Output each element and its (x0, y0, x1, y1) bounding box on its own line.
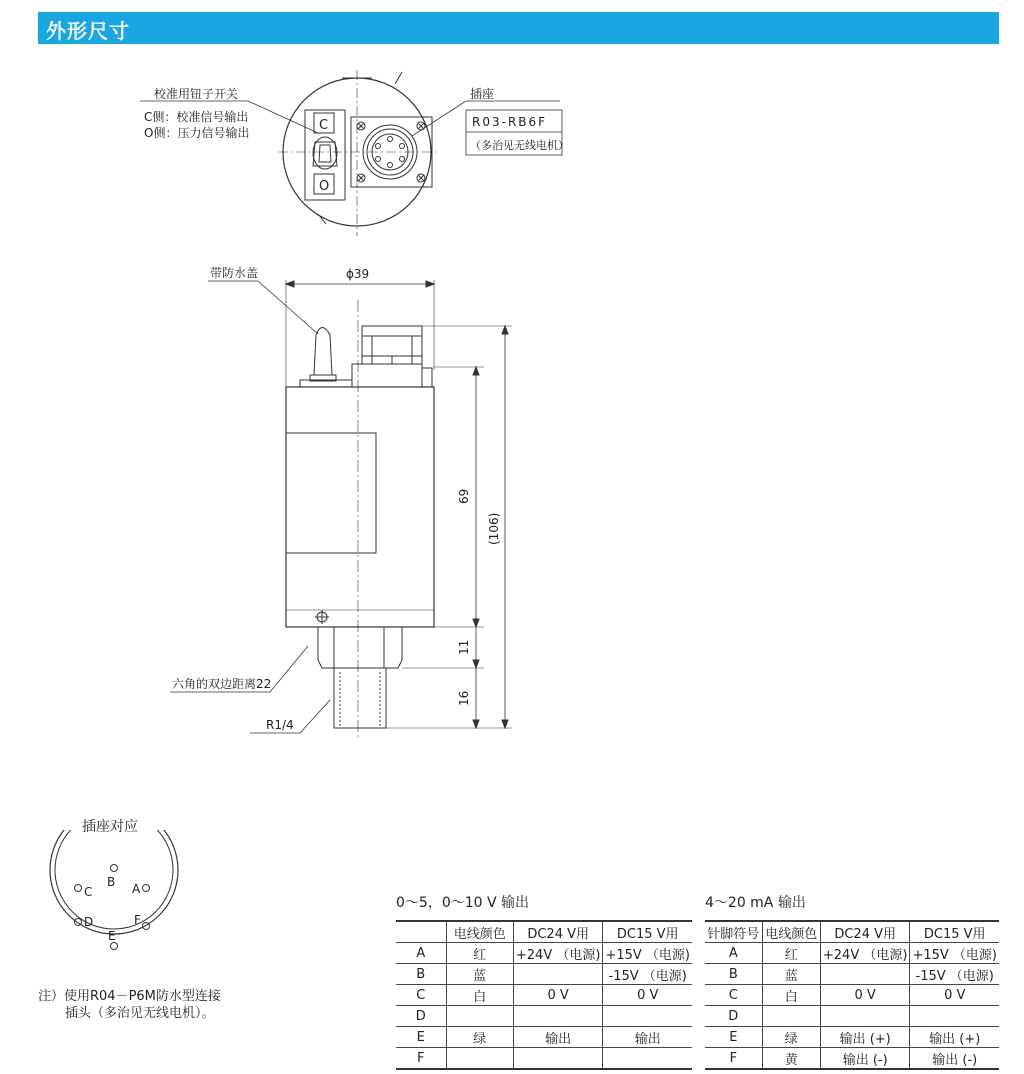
cell: 0 V (910, 985, 999, 1006)
table-row (396, 1048, 692, 1070)
cell (446, 1006, 513, 1027)
cell: E (396, 1027, 446, 1048)
table-row (705, 1006, 999, 1027)
pin-f: F (134, 913, 141, 927)
cell: F (705, 1048, 762, 1070)
cell: 黄 (762, 1048, 820, 1070)
pin-d: D (84, 915, 94, 929)
pin-e-hole (111, 943, 118, 950)
table1-header-dc24: DC24 V用 (513, 921, 603, 943)
cell: E (705, 1027, 762, 1048)
cell: 0 V (820, 985, 910, 1006)
cell: A (705, 943, 762, 964)
connector-note (38, 988, 221, 1022)
cell: 输出 (-) (820, 1048, 910, 1070)
side-view (170, 280, 512, 740)
dim-11: 11 (457, 639, 471, 655)
socket-label: 插座 (470, 87, 495, 101)
cell (820, 1006, 910, 1027)
cell: +24V （电源) (513, 943, 603, 964)
cell: +15V （电源) (603, 943, 692, 964)
diameter-label: ϕ39 (346, 267, 370, 281)
cell: F (396, 1048, 446, 1070)
cell: 红 (762, 943, 820, 964)
cell (820, 964, 910, 985)
table2-header-dc24: DC24 V用 (820, 921, 910, 943)
table-row (705, 964, 999, 985)
socket-map-title: 插座对应 (82, 819, 138, 835)
cell: 红 (446, 943, 513, 964)
socket-model: R03-RB6F (472, 115, 548, 129)
pin-e: E (108, 929, 116, 943)
table-row (396, 964, 692, 985)
cell: C (705, 985, 762, 1006)
dim-106: (106) (487, 512, 501, 545)
table1-header-pin (396, 921, 446, 943)
pin-d-hole (75, 919, 82, 926)
cell (513, 964, 603, 985)
dim-69: 69 (457, 488, 471, 504)
table1-header-dc15: DC15 V用 (603, 921, 692, 943)
c-side-label: C侧：校准信号输出 (144, 110, 249, 124)
cell: 绿 (762, 1027, 820, 1048)
pin-a: A (132, 882, 141, 896)
switch-c-text: C (319, 118, 329, 133)
table2-title: 4～20 mA 输出 (705, 895, 806, 911)
table1-header-color: 电线颜色 (446, 921, 513, 943)
pin-a-hole (143, 885, 150, 892)
cell: 蓝 (446, 964, 513, 985)
cell (513, 1006, 603, 1027)
note-line-1: 注）使用R04－P6M防水型连接 (38, 989, 221, 1004)
o-side-label: O侧：压力信号输出 (144, 126, 250, 140)
cell (446, 1048, 513, 1070)
table1-title: 0～5，0～10 V 输出 (396, 895, 530, 911)
cell: -15V （电源) (910, 964, 999, 985)
pin-c: C (84, 885, 93, 899)
cell: C (396, 985, 446, 1006)
cell (603, 1006, 692, 1027)
cell: 蓝 (762, 964, 820, 985)
table2-header-dc15: DC15 V用 (910, 921, 999, 943)
table-row (396, 1027, 692, 1048)
cell: 0 V (603, 985, 692, 1006)
table-row (396, 943, 692, 964)
table-row (705, 985, 999, 1006)
cell: B (705, 964, 762, 985)
cell: +15V （电源) (910, 943, 999, 964)
cell: 白 (762, 985, 820, 1006)
pin-c-hole (75, 885, 82, 892)
output-table-current (705, 920, 999, 1070)
cell: 0 V (513, 985, 603, 1006)
cell (513, 1048, 603, 1070)
pin-b-hole (111, 865, 118, 872)
cell: 输出 (-) (910, 1048, 999, 1070)
cell (910, 1006, 999, 1027)
cap-label: 带防水盖 (210, 266, 259, 280)
cell: 绿 (446, 1027, 513, 1048)
socket-maker: （多治见无线电机） (470, 139, 569, 152)
cell: B (396, 964, 446, 985)
socket-pins (0, 830, 200, 1010)
table2-header-pin: 针脚符号 (705, 921, 762, 943)
cell: 输出 (513, 1027, 603, 1048)
cell: +24V （电源) (820, 943, 910, 964)
cell: 输出 (+) (820, 1027, 910, 1048)
pin-b: B (107, 875, 116, 889)
output-table-voltage (396, 920, 692, 1070)
table-row (705, 943, 999, 964)
table2-header-color: 电线颜色 (762, 921, 820, 943)
switch-o-text: O (319, 179, 330, 194)
cell: D (705, 1006, 762, 1027)
cell: A (396, 943, 446, 964)
switch-label: 校准用钮子开关 (154, 87, 239, 101)
hex-label: 六角的双边距离22 (172, 677, 272, 691)
table-row (705, 1048, 999, 1070)
section-title: 外形尺寸 (46, 19, 130, 43)
cell: 输出 (+) (910, 1027, 999, 1048)
thread-label: R1/4 (266, 718, 294, 732)
cell (603, 1048, 692, 1070)
dim-16: 16 (457, 690, 471, 706)
cell: 输出 (603, 1027, 692, 1048)
cell: D (396, 1006, 446, 1027)
table-row (396, 1006, 692, 1027)
cell: -15V （电源) (603, 964, 692, 985)
table-row (396, 985, 692, 1006)
cell (762, 1006, 820, 1027)
cell: 白 (446, 985, 513, 1006)
note-line-2: 插头（多治见无线电机）。 (65, 1006, 215, 1021)
table-row (705, 1027, 999, 1048)
